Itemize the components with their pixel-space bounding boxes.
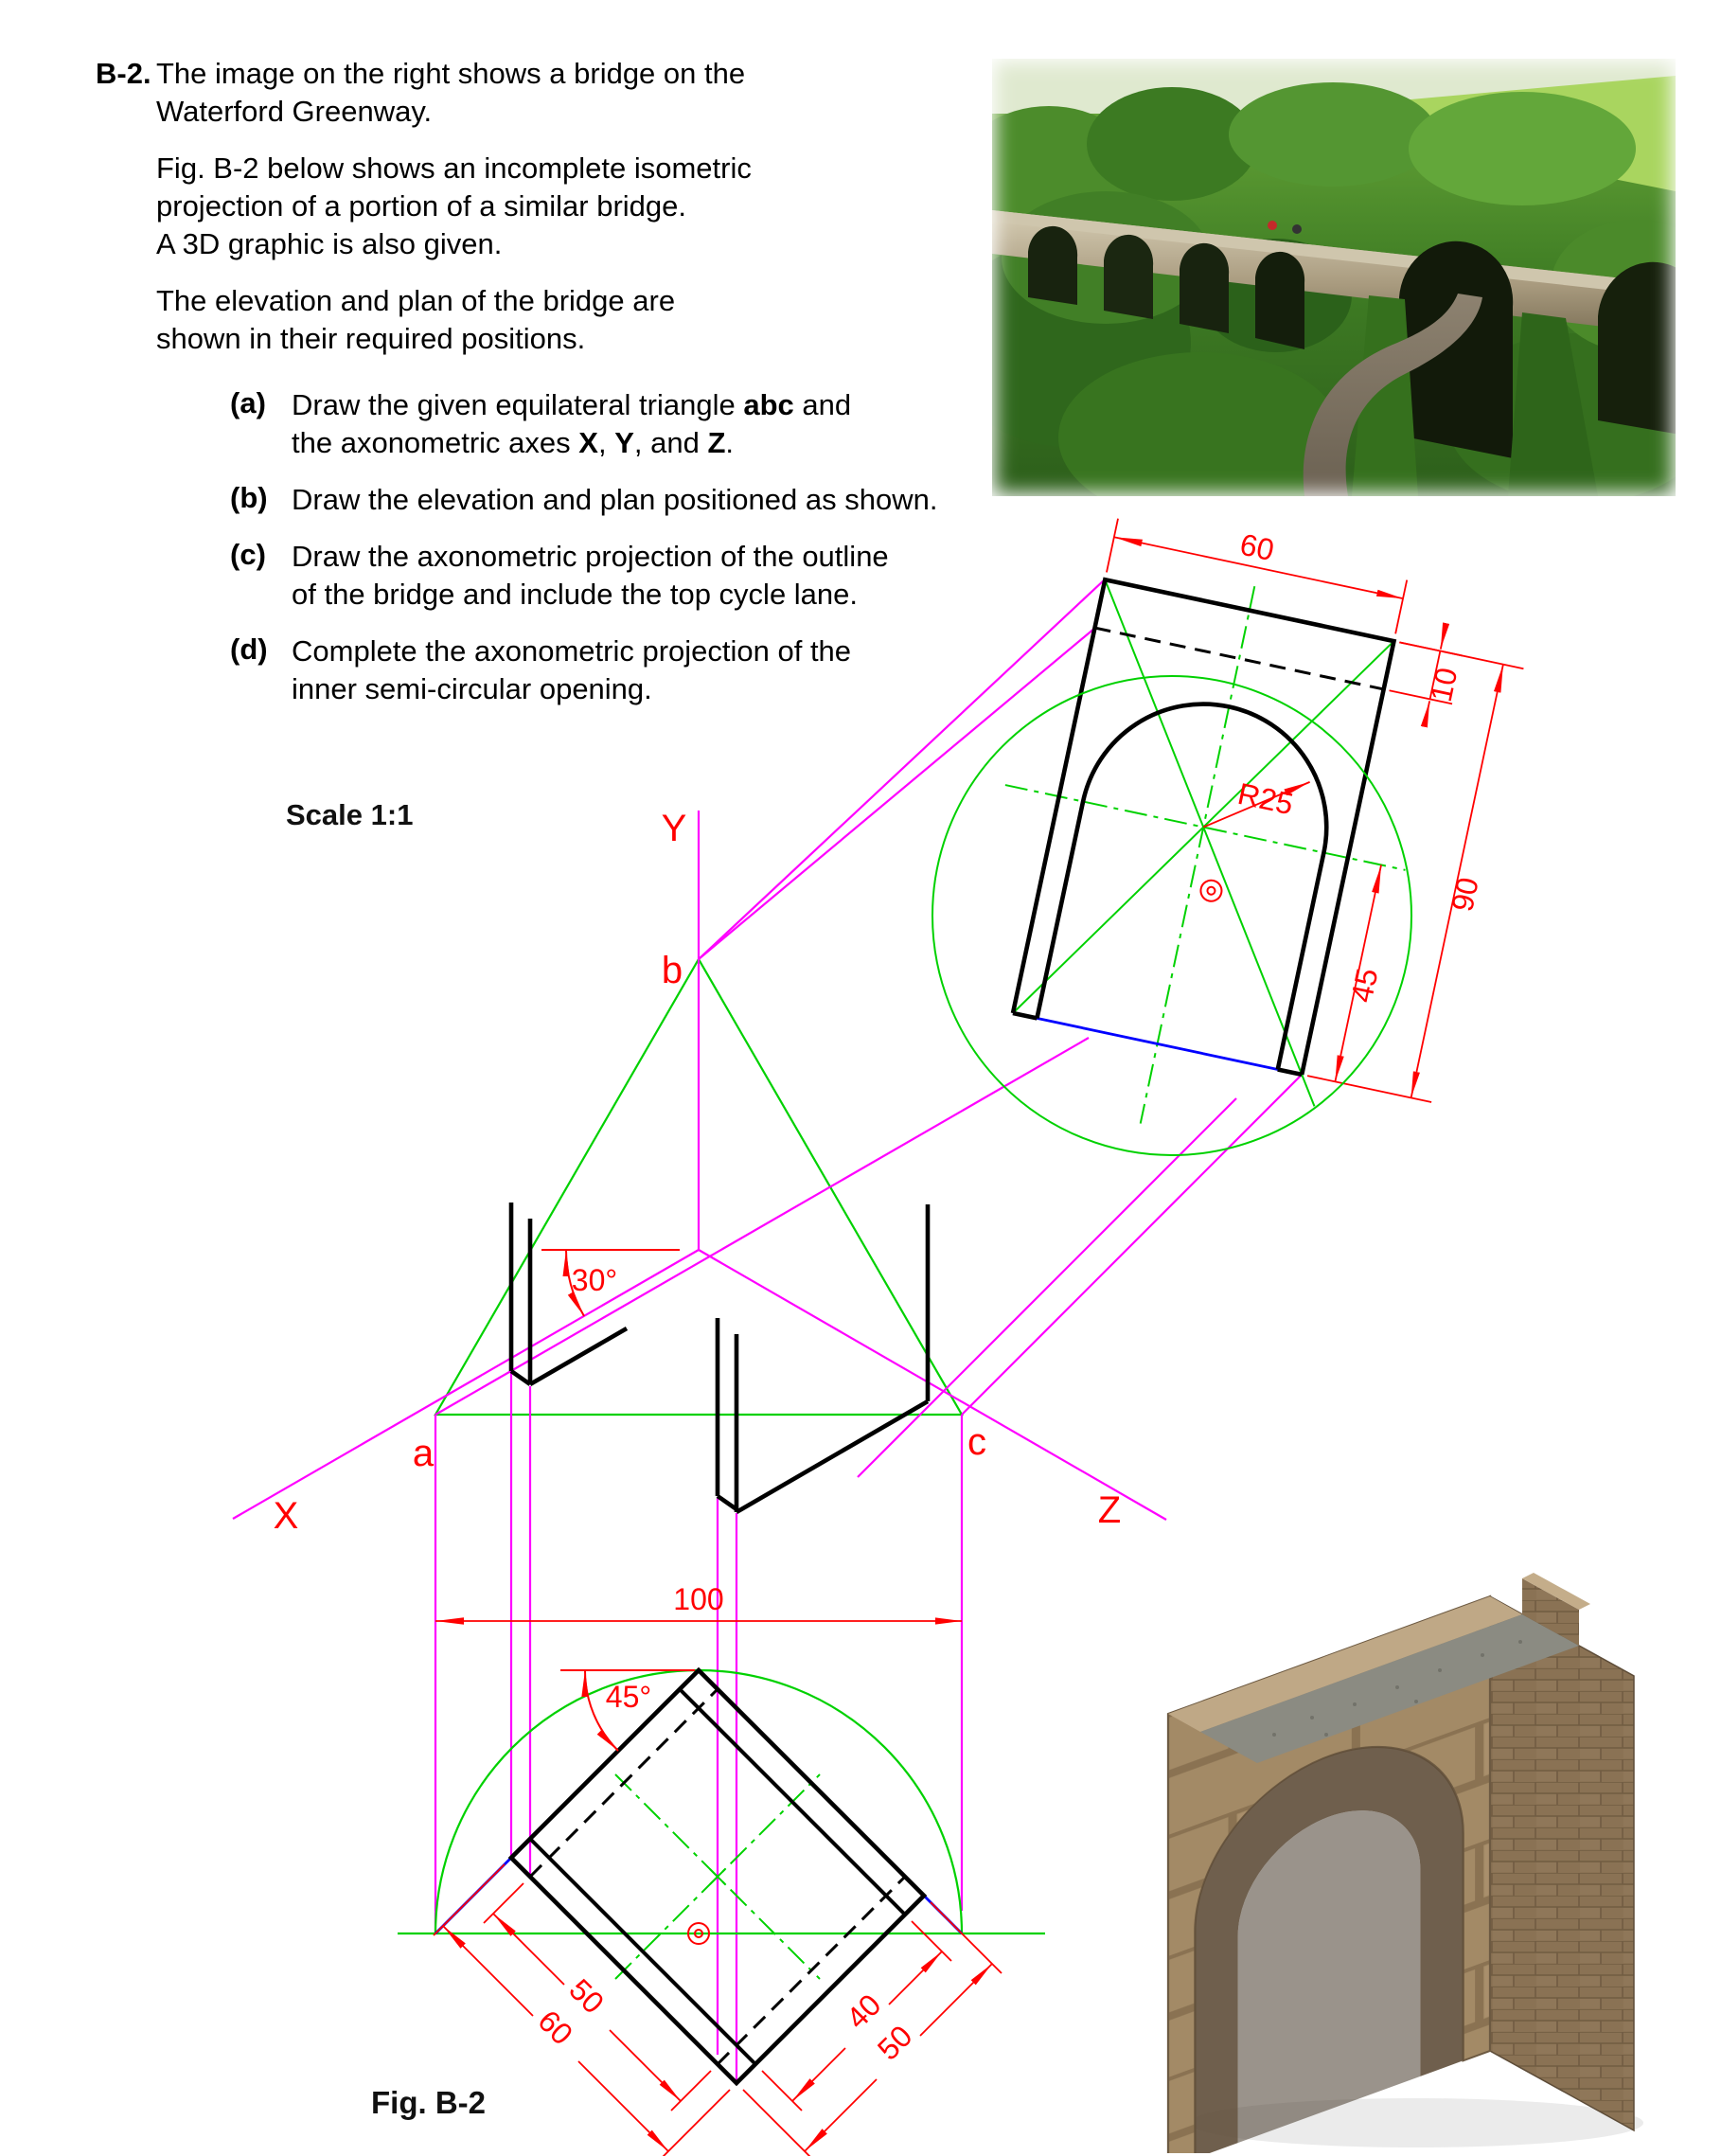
dim-10-label: 10 — [1423, 664, 1464, 705]
elevation-hinge-blue — [1013, 1013, 1302, 1075]
para3-line-2: shown in their required positions. — [156, 322, 586, 355]
figure-label: Fig. B-2 — [371, 2085, 486, 2120]
plan-view — [398, 1582, 1045, 2156]
item-a2-s1: , — [597, 426, 615, 459]
label-point-c: c — [967, 1421, 986, 1463]
x-axis-line — [233, 1250, 699, 1519]
angle-45-label: 45° — [605, 1680, 652, 1714]
angle-30-label: 30° — [571, 1263, 618, 1297]
dim-r25-label: R25 — [1234, 775, 1297, 822]
item-a2-z: Z — [707, 426, 726, 459]
para2-line-1: Fig. B-2 below shows an incomplete isometric — [156, 151, 752, 185]
item-b-line-1: Draw the elevation and plan positioned as shown. — [292, 483, 938, 516]
dim40R-seg2 — [889, 1951, 942, 2005]
item-c-line-2: of the bridge and include the top cycle lane. — [292, 578, 859, 611]
label-point-b: b — [661, 950, 683, 991]
label-point-a: a — [412, 1433, 435, 1474]
item-a-bold-abc: abc — [743, 388, 794, 421]
para2-line-2: projection of a portion of a similar bridge. — [156, 189, 687, 223]
dim-100-label: 100 — [673, 1582, 724, 1616]
dim-45-label: 45 — [1343, 965, 1385, 1006]
item-a2-end: . — [725, 426, 734, 459]
para3-line-1: The elevation and plan of the bridge are — [156, 284, 676, 317]
ray-a — [435, 1038, 1089, 1415]
item-b-label: (b) — [230, 481, 268, 514]
dim-plan-50-left-label: 50 — [562, 1971, 612, 2021]
dim50L-seg2 — [610, 2030, 681, 2101]
dim90-extensions — [1307, 642, 1523, 1102]
item-c-line-1: Draw the axonometric projection of the outline — [292, 540, 889, 573]
para2-line-3: A 3D graphic is also given. — [156, 227, 503, 260]
item-a2-y: Y — [614, 426, 634, 459]
label-axis-x: X — [273, 1495, 299, 1537]
dim50L-seg1 — [493, 1914, 564, 1985]
portal-side-face — [1490, 1596, 1634, 2130]
dim40R-seg1 — [792, 2048, 845, 2101]
z-axis-line — [699, 1250, 1166, 1520]
intro-line-2: Waterford Greenway. — [156, 95, 433, 128]
item-a2-pre: the axonometric axes — [292, 426, 579, 459]
item-a2-s2: , and — [633, 426, 708, 459]
elevation-centreline-horizontal — [1005, 785, 1406, 870]
axo-centre-pier — [718, 1204, 928, 1512]
scale-label: Scale 1:1 — [286, 798, 414, 831]
centre-mark-outer — [1198, 879, 1223, 903]
item-a-label: (a) — [230, 386, 266, 419]
dim50R-seg2 — [920, 1964, 992, 2036]
item-d-label: (d) — [230, 633, 268, 666]
dim10-arrow-top — [1441, 625, 1446, 649]
intro-line-1: The image on the right shows a bridge on the — [156, 57, 746, 90]
figure-labels — [274, 808, 1122, 1537]
dim-plan-40-right-label: 40 — [839, 1987, 888, 2036]
item-a-text: Draw the given equilateral triangle — [292, 388, 744, 421]
item-d-line-1: Complete the axonometric projection of the — [292, 634, 852, 668]
question-number: B-2. — [96, 57, 151, 90]
axis-angle-30 — [541, 1250, 680, 1316]
dim-60-label: 60 — [1236, 526, 1278, 568]
label-axis-y: Y — [661, 808, 687, 849]
dim-90-label: 90 — [1445, 874, 1485, 915]
bridge-3d-graphic — [1132, 1555, 1696, 2153]
dim50R-seg1 — [805, 2079, 877, 2151]
centre-mark-inner — [1207, 886, 1215, 895]
item-d-line-2: inner semi-circular opening. — [292, 672, 652, 705]
item-c-label: (c) — [230, 538, 266, 571]
item-a2-x: X — [578, 426, 598, 459]
label-axis-z: Z — [1097, 1489, 1122, 1531]
elevation-view — [942, 490, 1547, 1184]
dim10-arrow-bottom — [1425, 701, 1429, 724]
ray-b-top — [699, 579, 1105, 959]
dim-plan-50-right-label: 50 — [870, 2018, 919, 2067]
ray-c — [962, 1075, 1302, 1415]
item-a-text-post: and — [793, 388, 852, 421]
dim-plan-60-left-label: 60 — [531, 2003, 580, 2052]
